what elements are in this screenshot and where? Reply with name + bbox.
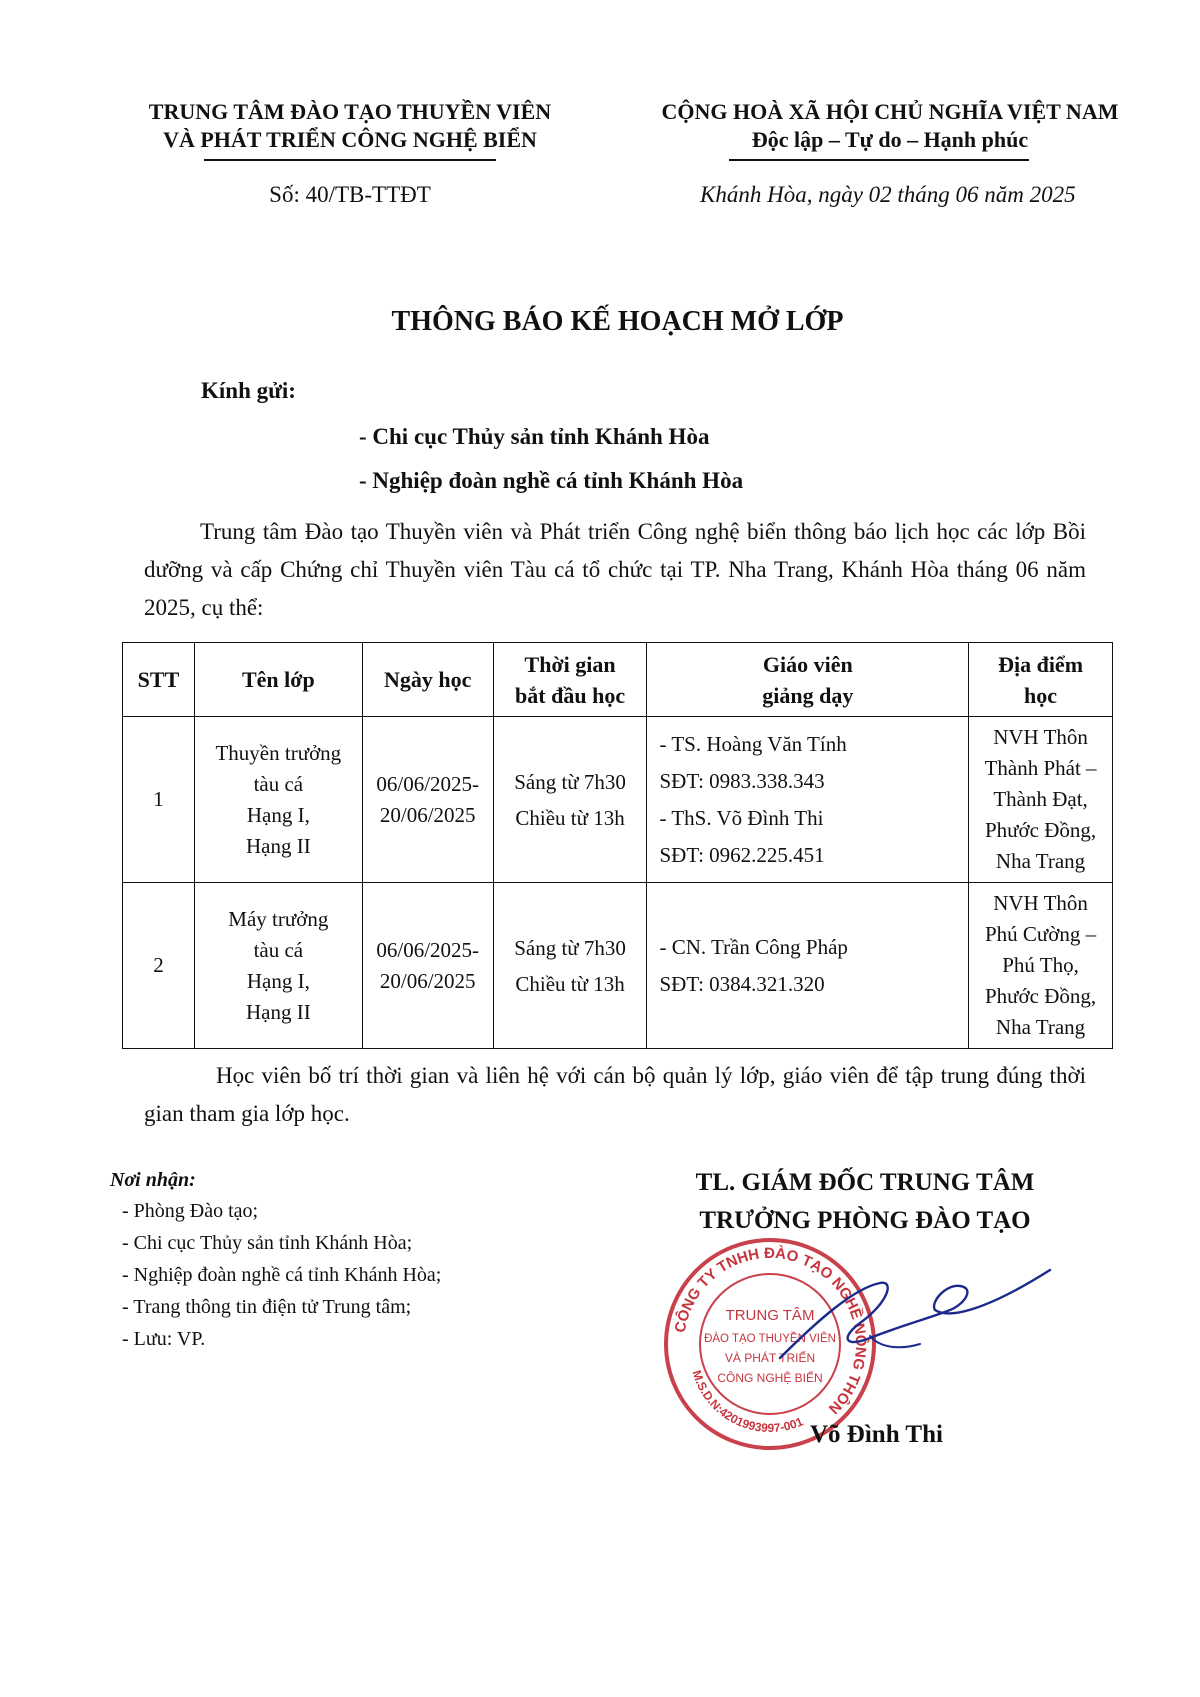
recipient-1: - Chi cục Thủy sản tỉnh Khánh Hòa	[359, 424, 710, 449]
row2-teachers	[647, 883, 969, 1049]
row1-class-line: tàu cá	[253, 771, 304, 796]
row1-place-line: NVH Thôn	[993, 725, 1088, 749]
header-teacher-line1: Giáo viên	[762, 651, 853, 677]
row2-place	[969, 883, 1113, 1049]
schedule-table	[122, 642, 1113, 1049]
row2-class-line: Hạng II	[245, 999, 311, 1024]
header-place	[969, 643, 1113, 717]
receivers-list	[110, 1195, 441, 1355]
signature-title-line2: TRƯỞNG PHÒNG ĐÀO TẠO	[699, 1207, 1031, 1234]
row2-place-line: Nha Trang	[995, 1015, 1086, 1039]
header-date: Ngày học	[362, 643, 493, 717]
row1-date-end: 20/06/2025	[379, 802, 476, 827]
header-teacher	[647, 643, 969, 717]
list-item: - Phòng Đào tạo;	[122, 1200, 259, 1222]
country-motto: Độc lập – Tự do – Hạnh phúc	[751, 127, 1029, 152]
seal-ring-text: CÔNG TY TNHH ĐÀO TẠO NGHỀ NÔNG THÔN	[671, 1244, 870, 1418]
document-title: THÔNG BÁO KẾ HOẠCH MỞ LỚP	[391, 306, 844, 337]
row2-date	[362, 883, 493, 1049]
row2-class-line: tàu cá	[253, 937, 304, 962]
handwritten-signature	[760, 1248, 1060, 1378]
row2-date-start: 06/06/2025-	[376, 937, 480, 962]
intro-paragraph: Trung tâm Đào tạo Thuyền viên và Phát triển Công nghệ biển thông báo lịch học các lớp Bồi dưỡng và cấp Chứng chỉ Thuyền viên Tàu cá tổ chức tại TP. Nha Trang, Khánh Hòa tháng 06 năm 2025, cụ thể:	[144, 519, 1086, 620]
country-name: CỘNG HOÀ XÃ HỘI CHỦ NGHĨA VIỆT NAM	[661, 99, 1119, 124]
row2-teacher-line: - CN. Trần Công Pháp	[659, 934, 848, 959]
header-stt: STT	[123, 643, 195, 717]
place-date: Khánh Hòa, ngày 02 tháng 06 năm 2025	[700, 182, 1076, 207]
row2-time	[493, 883, 647, 1049]
list-item: - Nghiệp đoàn nghề cá tỉnh Khánh Hòa;	[122, 1264, 442, 1286]
table-header-row	[123, 643, 1113, 717]
org-underline	[204, 159, 496, 161]
list-item: - Lưu: VP.	[122, 1328, 206, 1350]
row1-date-start: 06/06/2025-	[376, 771, 480, 796]
row1-place	[969, 717, 1113, 883]
row1-teacher-line: - TS. Hoàng Văn Tính	[659, 731, 847, 756]
header-class-name: Tên lớp	[194, 643, 362, 717]
motto-underline	[729, 159, 1029, 161]
row1-place-line: Phước Đồng,	[984, 818, 1097, 842]
table-row	[123, 717, 1113, 883]
org-name-line1: TRUNG TÂM ĐÀO TẠO THUYỀN VIÊN	[148, 99, 552, 124]
row1-place-line: Thành Đạt,	[993, 787, 1088, 811]
header-place-line2: học	[1024, 682, 1058, 708]
header-start-time	[493, 643, 647, 717]
row1-stt: 1	[123, 717, 195, 883]
row1-date	[362, 717, 493, 883]
recipient-2: - Nghiệp đoàn nghề cá tỉnh Khánh Hòa	[359, 468, 744, 493]
row1-teachers	[647, 717, 969, 883]
row2-place-line: Phú Thọ,	[1002, 953, 1079, 977]
seal-center-line: CÔNG NGHỆ BIỂN	[717, 1371, 823, 1385]
row2-stt: 2	[123, 883, 195, 1049]
row2-class-name	[194, 883, 362, 1049]
header-start-line1: Thời gian	[524, 651, 616, 677]
signer-name: Võ Đình Thi	[810, 1421, 943, 1448]
closing-paragraph: Học viên bố trí thời gian và liên hệ với cán bộ quản lý lớp, giáo viên để tập trung đúng thời gian tham gia lớp học.	[144, 1063, 1086, 1126]
row1-teacher-line: - ThS. Võ Đình Thi	[659, 805, 824, 830]
org-name	[112, 98, 588, 154]
row2-class-line: Hạng I,	[246, 968, 310, 993]
row1-teacher-line: SĐT: 0983.338.343	[659, 768, 825, 793]
table-row	[123, 883, 1113, 1049]
row2-place-line: Phú Cường –	[984, 922, 1097, 946]
org-name-line2: VÀ PHÁT TRIỂN CÔNG NGHỆ BIỂN	[163, 127, 537, 152]
row1-class-line: Thuyền trưởng	[215, 740, 342, 765]
row1-teacher-line: SĐT: 0962.225.451	[659, 842, 825, 867]
row2-class-line: Máy trưởng	[228, 906, 329, 931]
row2-place-line: Phước Đồng,	[984, 984, 1097, 1008]
row2-place-line: NVH Thôn	[993, 891, 1088, 915]
row2-time-afternoon: Chiều từ 13h	[515, 971, 625, 996]
row1-class-name	[194, 717, 362, 883]
row1-time	[493, 717, 647, 883]
seal-center-line: ĐÀO TẠO THUYỀN VIÊN	[704, 1333, 836, 1345]
salutation: Kính gửi:	[201, 378, 296, 403]
row2-date-end: 20/06/2025	[379, 968, 476, 993]
seal-center-line: VÀ PHÁT TRIỂN	[724, 1351, 816, 1365]
country-header	[610, 98, 1170, 154]
list-item: - Chi cục Thủy sản tỉnh Khánh Hòa;	[122, 1232, 413, 1254]
row1-time-afternoon: Chiều từ 13h	[515, 805, 625, 830]
row1-place-line: Thành Phát –	[984, 756, 1097, 780]
seal-center-line: TRUNG TÂM	[725, 1307, 815, 1324]
header-teacher-line2: giảng dạy	[762, 682, 854, 708]
header-place-line1: Địa điểm	[998, 651, 1084, 677]
row2-teacher-line: SĐT: 0384.321.320	[659, 971, 825, 996]
row1-place-line: Nha Trang	[995, 849, 1086, 873]
row1-time-morning: Sáng từ 7h30	[514, 769, 626, 794]
header-start-line2: bắt đầu học	[515, 682, 626, 708]
receivers-title: Nơi nhận:	[110, 1169, 196, 1191]
signature-title	[640, 1164, 1090, 1240]
seal-code-text: M.S.D.N:4201993997-001	[689, 1368, 806, 1436]
list-item: - Trang thông tin điện tử Trung tâm;	[122, 1296, 412, 1318]
row1-class-line: Hạng I,	[246, 802, 310, 827]
row2-time-morning: Sáng từ 7h30	[514, 935, 626, 960]
signature-title-line1: TL. GIÁM ĐỐC TRUNG TÂM	[695, 1169, 1035, 1196]
row1-class-line: Hạng II	[245, 833, 311, 858]
receivers-block	[110, 1165, 441, 1355]
doc-number: Số: 40/TB-TTĐT	[269, 182, 431, 207]
